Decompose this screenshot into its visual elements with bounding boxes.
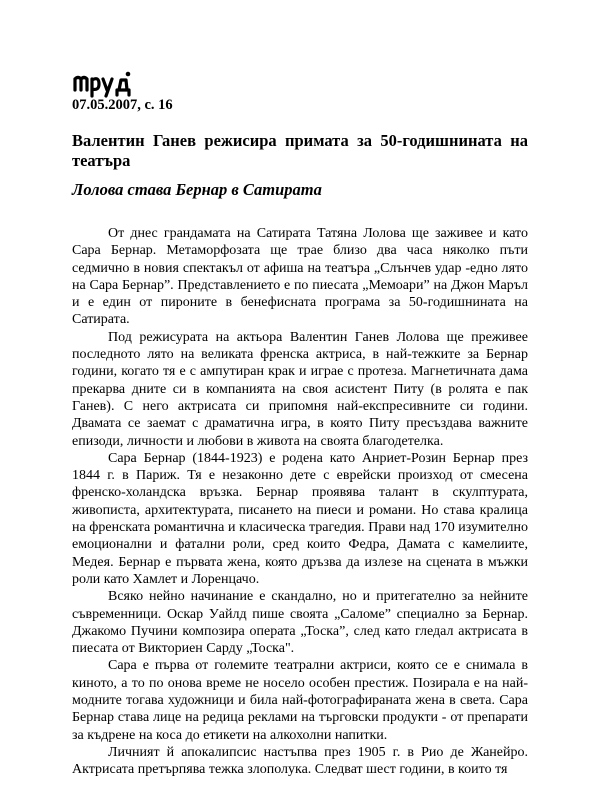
article-body xyxy=(72,225,528,779)
article-paragraph: Под режисурата на актьора Валентин Ганев Лолова ще преживее последното лято на великата френска актриса, в най-тежките за Бернар години, когато тя е с ампутиран крак и играе с протеза. Магнетичната дама прекарва дните си в компанията на своя асистент Питу (в ролята е пак Ганев). С него актрисата си припомня най-експресивните си години. Двамата се заемат с драматична игра, в която Питу пресъздава важните епизоди, личности и любови в живота на своята благодетелка. xyxy=(72,329,528,449)
article-headline: Валентин Ганев режисира примата за 50-годишнината на театъра xyxy=(72,131,528,170)
article-paragraph: Всяко нейно начинание е скандално, но и притегателно за нейните съвременници. Оскар Уайлд пише своята „Саломе” специално за Бернар. Джакомо Пучини композира операта „Тоска”, след като гледал актрисата в пиесата от Викториен Сарду „Тоска". xyxy=(72,589,528,657)
trud-newspaper-logo xyxy=(72,68,132,98)
article-paragraph: Сара е първа от големите театрални актриси, която се е снимала в киното, а то по онова време не носело особен престиж. Позирала е на най-модните тогава художници и била най-фотографираната жена в света. Сара Бернар става лице на редица реклами на търговски продукти - от препарати за къдрене на коса до етикети на алкохолни напитки. xyxy=(72,658,528,743)
article-paragraph: От днес грандамата на Сатирата Татяна Лолова ще заживее и като Сара Бернар. Метаморфозата ще трае близо два часа няколко пъти седмично в новия спектакъл от афиша на театъра „Слънчев удар -едно лято на Сара Бернар”. Представлението е по пиесата „Мемоари” на Джон Маръл и е един от пироните в бенефисната програма за 50-годишнината на Сатирата. xyxy=(72,226,528,328)
article-subheadline: Лолова става Бернар в Сатирата xyxy=(72,180,322,199)
article-paragraph: Сара Бернар (1844-1923) е родена като Анриет-Розин Бернар през 1844 г. в Париж. Тя е незаконно дете с еврейски произход от смесена френско-холандска връзка. Бернар проявява талант в скулптурата, живописта, архитектурата, писането на пиеси и романи. Но става кралица на френската романтична и класическа трагедия. Прави над 170 изумително емоционални и фатални роли, сред които Федра, Дамата с камелиите, Медея. Бернар е първата жена, която дръзва да излезе на сцената в мъжки роли като Хамлет и Лоренцачо. xyxy=(72,450,528,587)
article-paragraph: Личният й апокалипсис настъпва през 1905 г. в Рио де Жанейро. Актрисата претърпява тежка злополука. Следват шест години, в които тя xyxy=(72,744,528,778)
publication-date-page: 07.05.2007, с. 16 xyxy=(72,97,173,113)
